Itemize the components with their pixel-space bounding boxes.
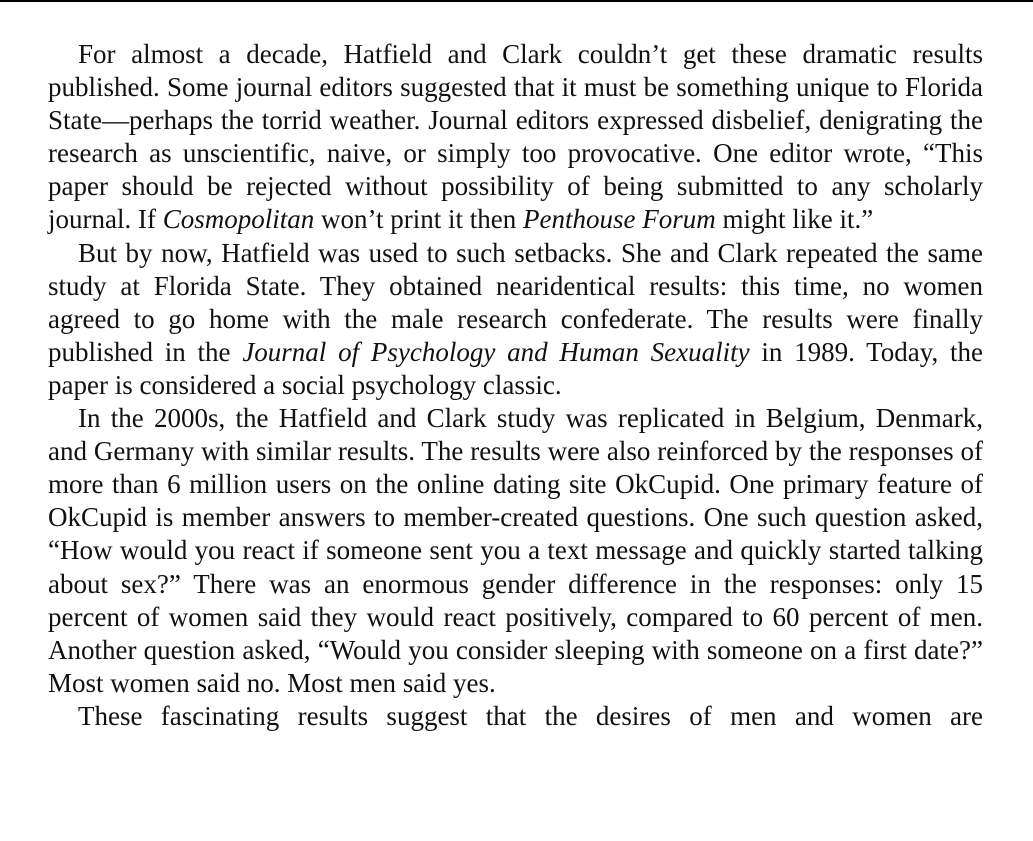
text-run: In the 2000s, the Hatfield and Clark study was replicated in Belgium, Denmark, and Germany with similar results. The results were also reinforced by the responses of more than 6 million users on the online dating site OkCupid. One primary feature of OkCupid is member answers to member-created questions. One such question asked, “How would you react if someone sent you a text message and quickly started talking about sex?” There was an enormous gender difference in the responses: only 15 percent of women said they would react positively, compared to 60 percent of men. Another question asked, “Would you consider sleeping with someone on a first date?” Most women said no. Most men said yes.	[48, 403, 983, 698]
paragraph-1	[48, 38, 983, 237]
text-run: For almost a decade, Hatfield and Clark couldn’t get these dramatic results published. Some journal editors suggested that it must be something unique to Florida State—perhaps the torrid weather. Journal editors expressed disbelief, denigrating the research as unscientific, naive, or simply too provocative. One editor wrote, “This paper should be rejected without possibility of being submitted to any scholarly journal. If	[48, 39, 983, 235]
italic-title-run: Journal of Psychology and Human Sexuality	[242, 336, 750, 367]
paragraph-3	[48, 402, 983, 700]
text-run: But by now, Hatfield was used to such setbacks. She and Clark repeated the same study at Florida State. They obtained nearidentical results: this time, no women agreed to go home with the male research confederate. The results were finally published in the	[48, 237, 983, 367]
text-run: These fascinating results suggest that the desires of men and women are	[78, 700, 983, 731]
text-run: won’t print it then	[314, 204, 523, 235]
text-run: might like it.”	[715, 204, 874, 235]
paragraph-2	[48, 237, 983, 402]
text-run: in 1989. Today, the paper is considered a social psychology classic.	[48, 336, 984, 400]
top-border	[0, 0, 1033, 2]
italic-title-run: Cosmopolitan	[162, 204, 315, 235]
book-page-text	[48, 38, 983, 733]
paragraph-4	[48, 700, 983, 733]
italic-title-run: Penthouse Forum	[523, 204, 716, 235]
